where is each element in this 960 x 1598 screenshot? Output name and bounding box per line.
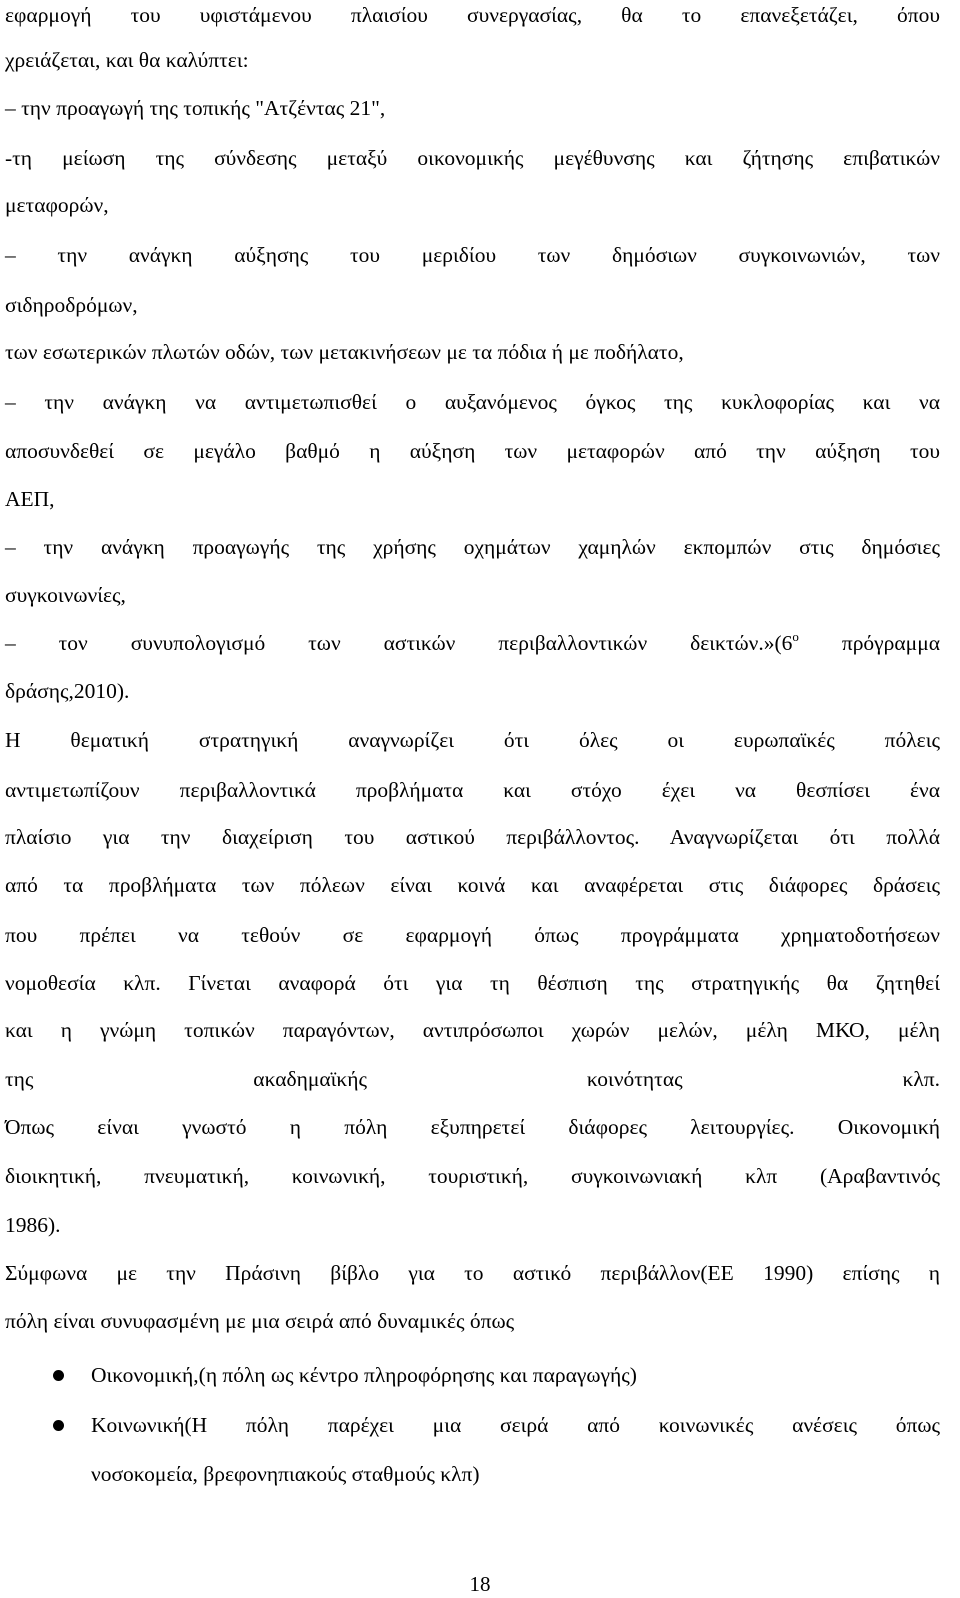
text-line: – την ανάγκη προαγωγής της χρήσης οχημάτων χαμηλών εκπομπών στις δημόσιες bbox=[5, 535, 940, 559]
text-line: συγκοινωνίες, bbox=[5, 583, 126, 607]
text-line: δράσης,2010). bbox=[5, 679, 130, 703]
text-line: – την ανάγκη να αντιμετωπισθεί ο αυξανόμενος όγκος της κυκλοφορίας και να bbox=[5, 390, 940, 414]
text-line: από τα προβλήματα των πόλεων είναι κοινά και αναφέρεται στις διάφορες δράσεις bbox=[5, 873, 940, 897]
text-line: Όπως είναι γνωστό η πόλη εξυπηρετεί διάφορες λειτουργίες. Οικονομική bbox=[5, 1115, 940, 1139]
citation-text-end: πρόγραμμα bbox=[798, 631, 940, 655]
text-line: ΑΕΠ, bbox=[5, 487, 55, 511]
text-line: διοικητική, πνευματική, κοινωνική, τουριστική, συγκοινωνιακή κλπ (Αραβαντινός bbox=[5, 1164, 940, 1188]
text-line: της ακαδημαϊκής κοινότητας κλπ. bbox=[5, 1067, 940, 1091]
page-number: 18 bbox=[469, 1572, 491, 1596]
bullet-icon bbox=[53, 1370, 64, 1381]
text-line: σιδηροδρόμων, bbox=[5, 293, 138, 317]
text-line: αποσυνδεθεί σε μεγάλο βαθμό η αύξηση των μεταφορών από την αύξηση του bbox=[5, 439, 940, 463]
bullet-icon bbox=[53, 1420, 64, 1431]
bullet-item-line: Οικονομική,(η πόλη ως κέντρο πληροφόρησης και παραγωγής) bbox=[91, 1363, 637, 1387]
text-line: -τη μείωση της σύνδεσης μεταξύ οικονομικής μεγέθυνσης και ζήτησης επιβατικών bbox=[5, 146, 940, 170]
citation-line bbox=[5, 628, 940, 658]
text-line: χρειάζεται, και θα καλύπτει: bbox=[5, 48, 249, 72]
text-line: που πρέπει να τεθούν σε εφαρμογή όπως προγράμματα χρηματοδοτήσεων bbox=[5, 923, 940, 947]
text-line: και η γνώμη τοπικών παραγόντων, αντιπρόσωποι χωρών μελών, μέλη ΜΚΟ, μέλη bbox=[5, 1018, 940, 1042]
text-line: των εσωτερικών πλωτών οδών, των μετακινήσεων με τα πόδια ή με ποδήλατο, bbox=[5, 340, 684, 364]
superscript-ordinal: ο bbox=[792, 629, 799, 644]
text-line: – την ανάγκη αύξησης του μεριδίου των δημόσιων συγκοινωνιών, των bbox=[5, 243, 940, 267]
bullet-item-line: νοσοκομεία, βρεφονηπιακούς σταθμούς κλπ) bbox=[91, 1462, 480, 1486]
text-line: πλαίσιο για την διαχείριση του αστικού περιβάλλοντος. Αναγνωρίζεται ότι πολλά bbox=[5, 825, 940, 849]
citation-text: – τον συνυπολογισμό των αστικών περιβαλλοντικών δεικτών.»(6 bbox=[5, 631, 793, 655]
bullet-item-line: Κοινωνική(Η πόλη παρέχει μια σειρά από κοινωνικές ανέσεις όπως bbox=[91, 1413, 940, 1437]
text-line: 1986). bbox=[5, 1213, 61, 1237]
text-line: εφαρμογή του υφιστάμενου πλαισίου συνεργασίας, θα το επανεξετάζει, όπου bbox=[5, 3, 940, 27]
text-line: Η θεματική στρατηγική αναγνωρίζει ότι όλες οι ευρωπαϊκές πόλεις bbox=[5, 728, 940, 752]
text-line: νομοθεσία κλπ. Γίνεται αναφορά ότι για τη θέσπιση της στρατηγικής θα ζητηθεί bbox=[5, 971, 940, 995]
text-line: αντιμετωπίζουν περιβαλλοντικά προβλήματα και στόχο έχει να θεσπίσει ένα bbox=[5, 778, 940, 802]
text-line: μεταφορών, bbox=[5, 193, 109, 217]
text-line: – την προαγωγή της τοπικής "Ατζέντας 21", bbox=[5, 96, 386, 120]
text-line: πόλη είναι συνυφασμένη με μια σειρά από δυναμικές όπως bbox=[5, 1309, 515, 1333]
text-line: Σύμφωνα με την Πράσινη βίβλο για το αστικό περιβάλλον(ΕΕ 1990) επίσης η bbox=[5, 1261, 940, 1285]
